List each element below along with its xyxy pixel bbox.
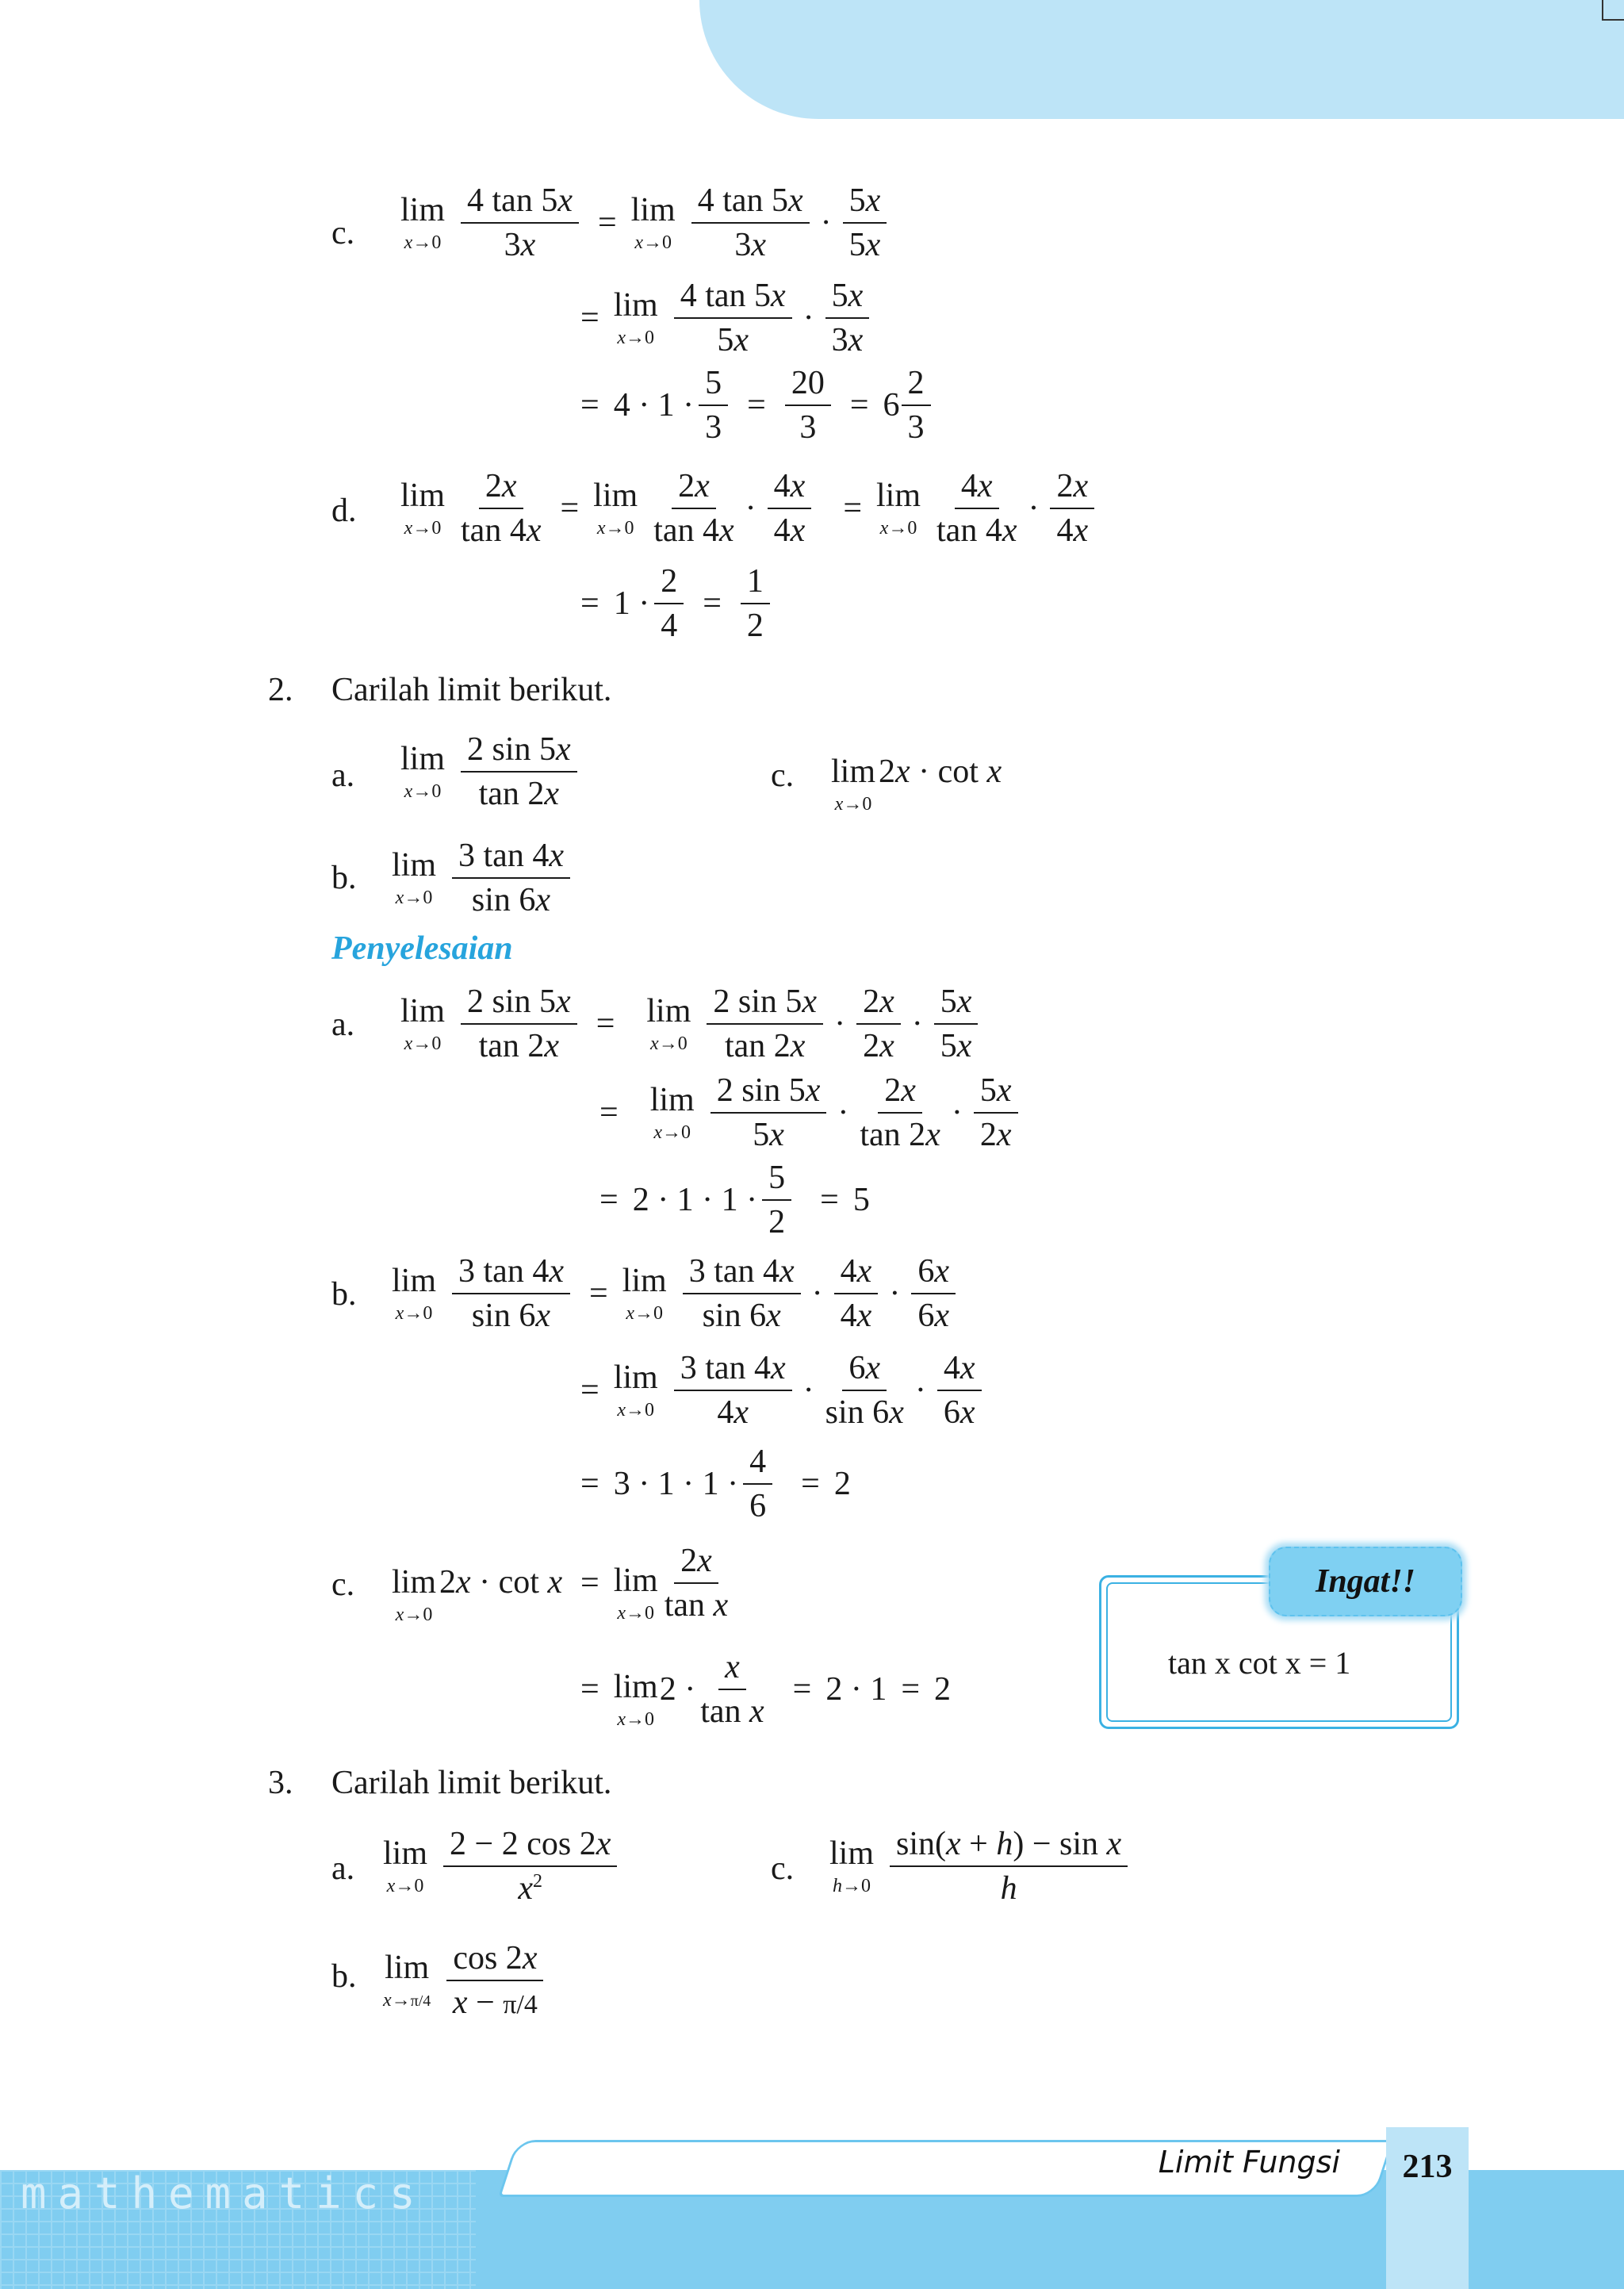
item-label: c. bbox=[771, 757, 795, 794]
item-label: a. bbox=[331, 1006, 355, 1043]
equation: lim x→0 $\frac{4 \tan 5x}{3x}$ = lim x→0 4 tan 5x 3x · 5x 5x bbox=[400, 184, 891, 262]
equation: lim x→0 2x · cot x bbox=[392, 1564, 563, 1625]
remember-title: Ingat!! bbox=[1315, 1563, 1416, 1600]
item-label: b. bbox=[331, 860, 357, 896]
problem-number: 2. bbox=[268, 672, 293, 708]
problem-number: 3. bbox=[268, 1765, 293, 1801]
crop-mark bbox=[1602, 0, 1624, 21]
equation: = 3 · 1 · 1 · $\frac{4}{6}$ = 2 bbox=[580, 1444, 851, 1524]
equation: lim x→0 2 − 2 cos 2x $x^2$ bbox=[383, 1827, 622, 1905]
equation: = 2 · 1 · 1 · $\frac{5}{2}$ = 5 bbox=[599, 1160, 870, 1240]
equation: = lim x→0 3 tan 4x 4x · 6x sin 6x · 4x 6x bbox=[580, 1352, 986, 1429]
item-label: c. bbox=[331, 1566, 355, 1603]
item-label: a. bbox=[331, 757, 355, 794]
equation: lim x→0 $\frac{2 \sin 5x}{\tan 2x}$ = lim x→0 2 sin 5x tan 2x · 2x 2x · 5x 5x bbox=[400, 985, 982, 1063]
page-number: 213 bbox=[1402, 2149, 1453, 2185]
equation: lim x→0 $\frac{2x}{\tan 4x}$ = lim x→0 2x tan 4x · $\frac{4x}{4x}$ = lim x→0 4x tan 4x · 2x 4x bbox=[400, 470, 1099, 547]
header-band bbox=[699, 0, 1624, 119]
problem-prompt: Carilah limit berikut. bbox=[331, 672, 612, 708]
equation: lim x→0 $\frac{3 \tan 4x}{\sin 6x}$ = lim x→0 3 tan 4x sin 6x · 4x 4x · 6x 6x bbox=[392, 1255, 960, 1332]
item-label: b. bbox=[331, 1276, 357, 1313]
equation: = lim x→0 2 sin 5x 5x · 2x tan 2x · 5x 2x bbox=[599, 1074, 1023, 1152]
item-label: c. bbox=[331, 215, 355, 251]
item-label: c. bbox=[771, 1850, 795, 1887]
remember-badge bbox=[1269, 1547, 1462, 1616]
equation: = 1 · $\frac{2}{4}$ = $\frac{1}{2}$ bbox=[580, 565, 775, 642]
equation: lim h→0 sin(x + h) − sin x h bbox=[829, 1827, 1132, 1905]
equation: lim x→π/4 cos 2x x − π/4 bbox=[383, 1942, 548, 2019]
item-label: d. bbox=[331, 493, 357, 529]
equation: lim x→0 2x · cot x bbox=[831, 753, 1002, 815]
item-label: b. bbox=[331, 1958, 357, 1995]
equation: lim x→0 3 tan 4x sin 6x bbox=[392, 839, 575, 917]
equation: = lim x→0 2 · $\frac{x}{\text{tan x}}$ = 2 · 1 = 2 bbox=[580, 1649, 952, 1730]
equation: = 4 · 1 · $\frac{5}{3}$ = $\frac{20}{3}$ = 6 2 3 bbox=[580, 366, 936, 444]
equation: lim x→0 2 sin 5x tan 2x bbox=[400, 733, 582, 811]
remember-formula: tan x cot x = 1 bbox=[1168, 1645, 1351, 1681]
chapter-title: Limit Fungsi bbox=[1158, 2145, 1340, 2180]
footer-watermark: mathematics bbox=[21, 2168, 427, 2218]
equation: = lim x→0 2x tan x bbox=[580, 1543, 729, 1624]
solution-heading: Penyelesaian bbox=[331, 930, 513, 967]
equation: = lim x→0 4 tan 5x 5x · 5x 3x bbox=[580, 279, 874, 357]
problem-prompt: Carilah limit berikut. bbox=[331, 1765, 612, 1801]
item-label: a. bbox=[331, 1850, 355, 1887]
